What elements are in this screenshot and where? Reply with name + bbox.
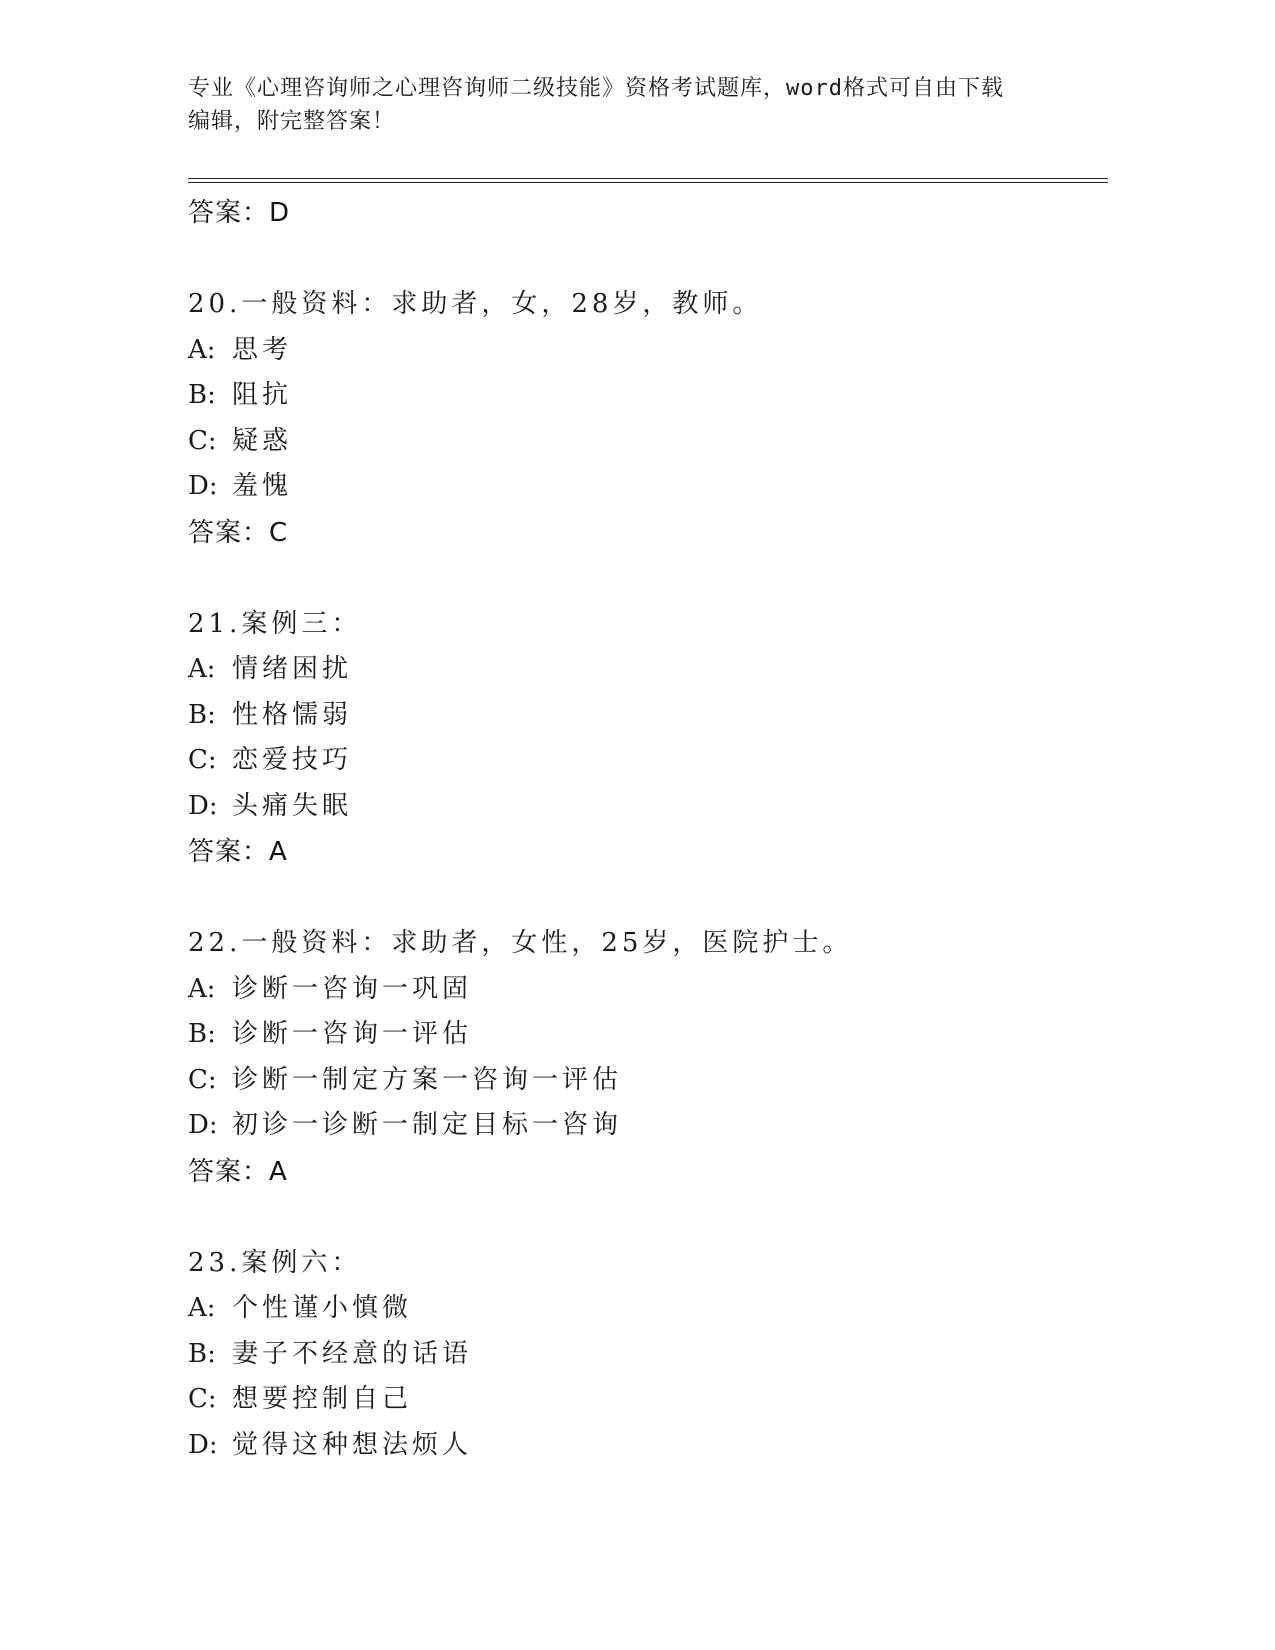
header-line-1: 专业《心理咨询师之心理咨询师二级技能》资格考试题库，word格式可自由下载 <box>188 76 1004 101</box>
option-letter: B: <box>188 1019 216 1049</box>
option-letter: C: <box>188 745 217 775</box>
option-c <box>188 738 1088 784</box>
option-letter: A: <box>188 1293 216 1323</box>
option-letter: C: <box>188 425 217 456</box>
spacer <box>188 1195 1088 1241</box>
question-stem: 22.一般资料：求助者，女性，25岁，医院护士。 <box>188 928 853 958</box>
answer-line: 答案：C <box>188 517 289 548</box>
option-text: 诊断一咨询一巩固 <box>232 973 473 1004</box>
option-letter: D: <box>188 790 218 821</box>
option-text: 疑惑 <box>232 425 293 456</box>
answer-line: 答案：D <box>188 198 291 228</box>
option-a <box>188 647 1088 693</box>
option-letter: C: <box>188 1384 217 1414</box>
spacer <box>188 875 1088 921</box>
option-letter: D: <box>188 1429 218 1460</box>
question-stem: 20.一般资料：求助者，女，28岁，教师。 <box>188 289 763 319</box>
option-letter: A: <box>188 654 216 684</box>
option-text: 诊断一咨询一评估 <box>232 1019 473 1049</box>
option-text: 性格懦弱 <box>232 699 353 730</box>
question-stem: 23.案例六： <box>188 1247 362 1278</box>
header-divider <box>188 178 1108 183</box>
option-a <box>188 1286 1088 1332</box>
option-c <box>188 1377 1088 1423</box>
option-letter: B: <box>188 1338 216 1369</box>
option-text: 诊断一制定方案一咨询一评估 <box>232 1064 623 1095</box>
option-text: 思考 <box>232 334 293 365</box>
option-letter: B: <box>188 699 216 730</box>
option-text: 觉得这种想法烦人 <box>232 1429 473 1460</box>
option-letter: A: <box>188 973 216 1004</box>
option-d <box>188 784 1088 830</box>
option-b <box>188 1332 1088 1378</box>
option-d <box>188 1103 1088 1149</box>
option-d <box>188 1423 1088 1469</box>
option-letter: C: <box>188 1064 217 1095</box>
spacer <box>188 236 1088 282</box>
spacer <box>188 556 1088 602</box>
option-b <box>188 373 1088 419</box>
header-line-2: 编辑，附完整答案！ <box>188 109 396 134</box>
option-text: 情绪困扰 <box>232 654 353 684</box>
option-text: 妻子不经意的话语 <box>232 1338 473 1369</box>
option-b <box>188 1012 1088 1058</box>
option-text: 个性谨小慎微 <box>232 1293 413 1323</box>
option-letter: A: <box>188 334 216 365</box>
question-block-21 <box>188 602 1088 876</box>
option-letter: D: <box>188 471 218 501</box>
question-stem: 21.案例三： <box>188 608 362 639</box>
option-c <box>188 419 1088 465</box>
document-header <box>188 72 1088 138</box>
option-text: 头痛失眠 <box>232 790 353 821</box>
question-block-22 <box>188 921 1088 1195</box>
option-c <box>188 1058 1088 1104</box>
option-d <box>188 464 1088 510</box>
question-list <box>188 190 1088 1468</box>
option-text: 想要控制自己 <box>232 1384 413 1414</box>
option-text: 初诊一诊断一制定目标一咨询 <box>232 1110 623 1140</box>
question-block-23 <box>188 1241 1088 1469</box>
option-text: 恋爱技巧 <box>232 745 353 775</box>
option-b <box>188 693 1088 739</box>
answer-line: 答案：A <box>188 1156 288 1187</box>
option-letter: D: <box>188 1110 218 1140</box>
option-a <box>188 967 1088 1013</box>
option-letter: B: <box>188 380 216 410</box>
question-block-20 <box>188 282 1088 556</box>
option-text: 羞愧 <box>232 471 293 501</box>
option-text: 阻抗 <box>232 380 293 410</box>
option-a <box>188 328 1088 374</box>
answer-line: 答案：A <box>188 837 288 867</box>
